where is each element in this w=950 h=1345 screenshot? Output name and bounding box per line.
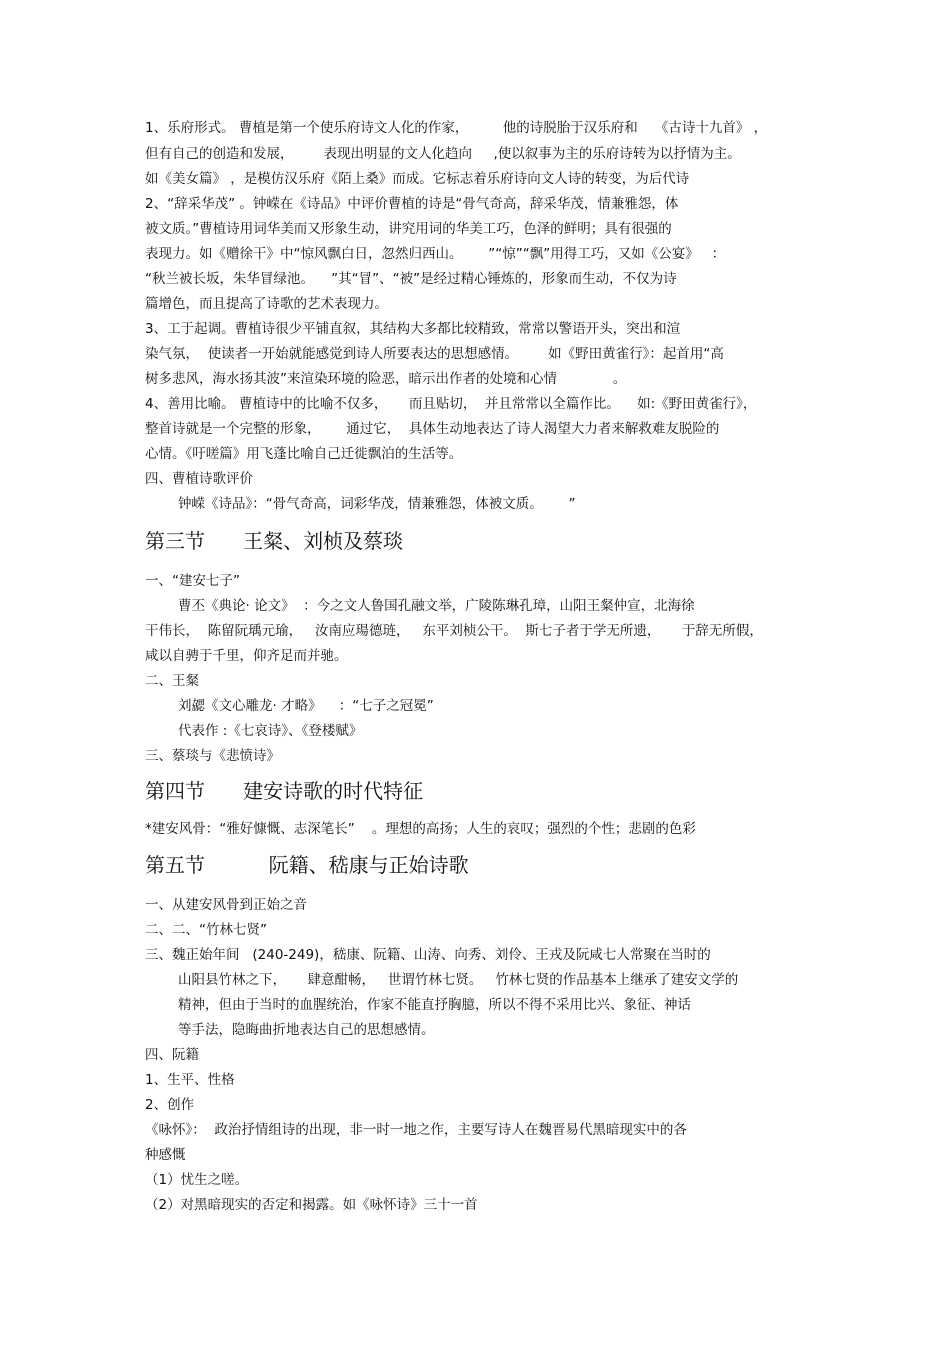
text-line: 四、曹植诗歌评价 [145, 471, 253, 487]
text-line: 山阳县竹林之下， 肆意酣畅， 世谓竹林七贤。 竹林七贤的作品基本上继承了建安文学的 [178, 972, 739, 988]
text-line: 一、“建安七子” [145, 573, 240, 589]
text-line: 但有自己的创造和发展， 表现出明显的文人化趋向 ,使以叙事为主的乐府诗转为以抒情为主。 [145, 146, 741, 162]
text-line: 一、从建安风骨到正始之音 [145, 897, 307, 913]
text-line: 曹丕《典论· 论文》 ：今之文人鲁国孔融文举，广陵陈琳孔璋，山阳王粲仲宣，北海徐 [178, 598, 695, 614]
text-line: 刘勰《文心雕龙· 才略》 ：“七子之冠冕” [178, 698, 434, 714]
text-line: 3、工于起调。曹植诗很少平铺直叙，其结构大多都比较精致，常常以警语开头，突出和渲 [145, 321, 681, 337]
text-line: 如《美女篇》 ，是模仿汉乐府《陌上桑》而成。它标志着乐府诗向文人诗的转变，为后代诗 [145, 171, 690, 187]
text-line: 4、善用比喻。 曹植诗中的比喻不仅多， 而且贴切， 并且常常以全篇作比。 如:《野田黄雀行》， [145, 396, 757, 412]
text-line: *建安风骨：“雅好慷慨、志深笔长” 。理想的高扬；人生的哀叹；强烈的个性；悲剧的色彩 [145, 821, 696, 837]
section-heading-5: 第五节 阮籍、嵇康与正始诗歌 [145, 853, 469, 877]
text-line: 整首诗就是一个完整的形象， 通过它， 具体生动地表达了诗人渴望大力者来解救难友脱险的 [145, 421, 720, 437]
text-line: 被文质。”曹植诗用词华美而又形象生动，讲究用词的华美工巧，色泽的鲜明；具有很强的 [145, 221, 672, 237]
text-line: 篇增色，而且提高了诗歌的艺术表现力。 [145, 296, 388, 312]
text-line: 1、乐府形式。 曹植是第一个使乐府诗文人化的作家， 他的诗脱胎于汉乐府和 《古诗十九首》 ， [145, 120, 768, 136]
text-line: 干伟长， 陈留阮瑀元瑜， 汝南应瑒德琏， 东平刘桢公干。 斯七子者于学无所遗， 于辞无所假， [145, 623, 763, 639]
text-line: （1）忧生之嗟。 [145, 1172, 249, 1188]
text-line: 种感慨 [145, 1147, 186, 1163]
text-line: 2、“辞采华茂” 。钟嵘在《诗品》中评价曹植的诗是“骨气奇高，辞采华茂，情兼雅怨，体 [145, 196, 679, 212]
section-heading-3: 第三节 王粲、刘桢及蔡琰 [145, 529, 404, 553]
text-line: 树多悲风，海水扬其波”来渲染环境的险恶，暗示出作者的处境和心情 。 [145, 371, 627, 387]
text-line: 精神，但由于当时的血腥统治，作家不能直抒胸臆，所以不得不采用比兴、象征、神话 [178, 997, 691, 1013]
text-line: 《咏怀》： 政治抒情组诗的出现，非一时一地之作，主要写诗人在魏晋易代黑暗现实中的各 [145, 1122, 687, 1138]
text-line: 二、王粲 [145, 673, 199, 689]
text-line: 表现力。如《赠徐干》中“惊风飘白日，忽然归西山。 ”“惊”“飘”用得工巧，又如《公宴》 ： [145, 246, 726, 262]
text-line: （2）对黑暗现实的否定和揭露。如《咏怀诗》三十一首 [145, 1197, 478, 1213]
text-line: 心情。《吁嗟篇》用飞蓬比喻自己迁徙飘泊的生活等。 [145, 446, 463, 462]
text-line: 四、阮籍 [145, 1047, 199, 1063]
text-line: 咸以自骋于千里，仰齐足而并驰。 [145, 648, 348, 664]
section-heading-4: 第四节 建安诗歌的时代特征 [145, 779, 424, 803]
text-line: “秋兰被长坂，朱华冒绿池。 ”其“冒”、“被”是经过精心锤炼的，形象而生动，不仅为诗 [145, 271, 677, 287]
text-line: 三、蔡琰与《悲愤诗》 [145, 748, 280, 764]
text-line: 二、二、“竹林七贤” [145, 922, 267, 938]
text-line: 代表作 :《七哀诗》、《登楼赋》 [178, 723, 363, 739]
text-line: 等手法，隐晦曲折地表达自己的思想感情。 [178, 1022, 435, 1038]
text-line: 2、创作 [145, 1097, 195, 1113]
text-line: 染气氛， 使读者一开始就能感觉到诗人所要表达的思想感情。 如《野田黄雀行》：起首用“高 [145, 346, 724, 362]
text-line: 1、生平、性格 [145, 1072, 235, 1088]
text-line: 三、魏正始年间 (240-249)，嵇康、阮籍、山涛、向秀、刘伶、王戎及阮咸七人常聚在当时的 [145, 947, 711, 963]
text-line: 钟嵘《诗品》：“骨气奇高，词彩华茂，情兼雅怨，体被文质。 ” [178, 496, 576, 512]
